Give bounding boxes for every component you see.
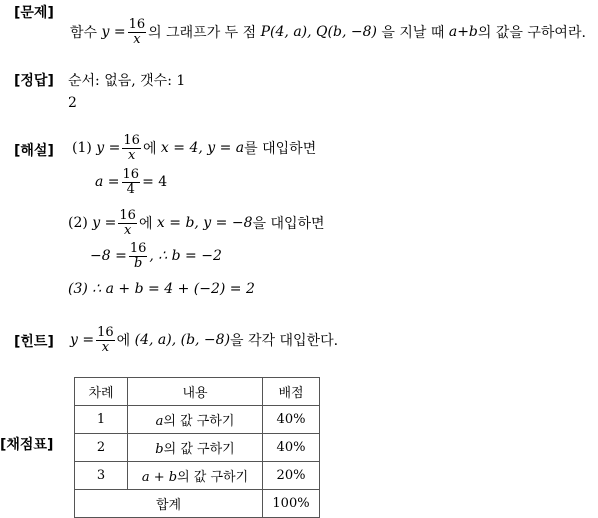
rubric-row-content xyxy=(128,406,263,434)
rubric-row-score: 40% xyxy=(263,434,320,462)
solution-step1 xyxy=(72,130,316,166)
rubric-row-order: 3 xyxy=(75,462,128,490)
solution-step2-fraction xyxy=(118,209,137,238)
rubric-total-row xyxy=(75,490,320,518)
solution-step1b-den: 4 xyxy=(126,181,135,197)
problem-end: 의 값을 구하여라. xyxy=(477,25,586,41)
solution-step1-num: 16 xyxy=(123,132,140,148)
solution-step2-num: 16 xyxy=(119,207,136,223)
hint-num: 16 xyxy=(97,324,114,340)
rubric-row xyxy=(75,406,320,434)
solution-step1-den: x xyxy=(127,147,136,163)
solution-step1b xyxy=(95,164,167,200)
rubric-total-label: 합계 xyxy=(75,490,263,518)
problem-expr: a+b xyxy=(448,24,478,40)
solution-step1b-lhs: a = xyxy=(95,174,120,190)
rubric-header-order: 차례 xyxy=(75,378,128,406)
solution-step2b-num: 16 xyxy=(129,240,147,256)
rubric-row-text: 의 값 구하기 xyxy=(177,470,249,485)
rubric-row-order: 1 xyxy=(75,406,128,434)
rubric-header-row xyxy=(75,378,320,406)
solution-step2-prefix: (2) xyxy=(68,215,88,231)
rubric-row-content xyxy=(128,462,263,490)
rubric-row-content xyxy=(128,434,263,462)
problem-fraction xyxy=(128,18,147,47)
solution-step2-sub: x = b, y = −8 xyxy=(156,215,253,231)
problem-pre: 함수 xyxy=(70,25,98,41)
problem-post: 을 지날 때 xyxy=(381,25,445,41)
rubric-total-score: 100% xyxy=(263,490,320,518)
solution-step2 xyxy=(68,205,325,241)
answer-meta: 순서: 없음, 갯수: 1 xyxy=(68,73,186,89)
rubric-row xyxy=(75,462,320,490)
rubric-row-var: a xyxy=(155,414,164,429)
solution-step2b-den: b xyxy=(133,255,143,271)
problem-frac-num: 16 xyxy=(128,16,146,32)
solution-step1-mid: 에 xyxy=(142,141,157,157)
solution-step2b-fraction xyxy=(129,242,148,271)
solution-step1b-rhs: = 4 xyxy=(142,174,168,190)
problem-label: [문제] xyxy=(14,5,54,21)
hint-points: (4, a), (b, −8) xyxy=(134,332,231,348)
rubric-row-score: 40% xyxy=(263,406,320,434)
problem-y-eq: y = xyxy=(101,24,126,40)
solution-step2-mid: 에 xyxy=(138,216,153,232)
solution-label: [해설] xyxy=(14,143,54,159)
rubric-label: [채점표] xyxy=(0,437,54,453)
rubric-row-order: 2 xyxy=(75,434,128,462)
hint-text xyxy=(70,322,338,358)
solution-step1-prefix: (1) xyxy=(72,140,92,156)
rubric-row-score: 20% xyxy=(263,462,320,490)
solution-step2b-rhs: , ∴ b = −2 xyxy=(149,248,222,264)
hint-y: y = xyxy=(70,332,95,348)
problem-frac-den: x xyxy=(133,31,141,47)
hint-end: 을 각각 대입한다. xyxy=(230,333,339,349)
solution-step1b-fraction xyxy=(122,168,141,197)
rubric-header-score: 배점 xyxy=(263,378,320,406)
solution-step1-y: y = xyxy=(96,140,121,156)
problem-statement xyxy=(70,14,586,50)
rubric-row-var: b xyxy=(155,442,164,457)
solution-step1-sub: x = 4, y = a xyxy=(160,140,245,156)
problem-points: P(4, a), Q(b, −8) xyxy=(260,24,377,40)
solution-step1-end: 를 대입하면 xyxy=(244,141,317,157)
solution-step2b-lhs: −8 = xyxy=(90,248,127,264)
hint-label: [힌트] xyxy=(14,334,54,350)
rubric-row-text: 의 값 구하기 xyxy=(163,414,235,429)
rubric-row-var: a + b xyxy=(141,470,178,485)
hint-fraction xyxy=(96,326,115,355)
solution-step2-end: 을 대입하면 xyxy=(252,216,325,232)
rubric-row-text: 의 값 구하기 xyxy=(163,442,235,457)
solution-step2-den: x xyxy=(123,222,132,238)
answer-value: 2 xyxy=(68,95,77,111)
solution-step3: (3) ∴ a + b = 4 + (−2) = 2 xyxy=(68,281,255,297)
hint-mid: 에 xyxy=(116,333,131,349)
solution-step2-y: y = xyxy=(92,215,117,231)
rubric-row xyxy=(75,434,320,462)
problem-mid: 의 그래프가 두 점 xyxy=(148,25,257,41)
hint-den: x xyxy=(101,339,110,355)
solution-step1b-num: 16 xyxy=(122,166,140,182)
solution-step1-fraction xyxy=(122,134,141,163)
rubric-header-content: 내용 xyxy=(128,378,263,406)
solution-step2b xyxy=(90,238,222,274)
answer-label: [정답] xyxy=(14,73,54,89)
rubric-table xyxy=(74,377,320,518)
